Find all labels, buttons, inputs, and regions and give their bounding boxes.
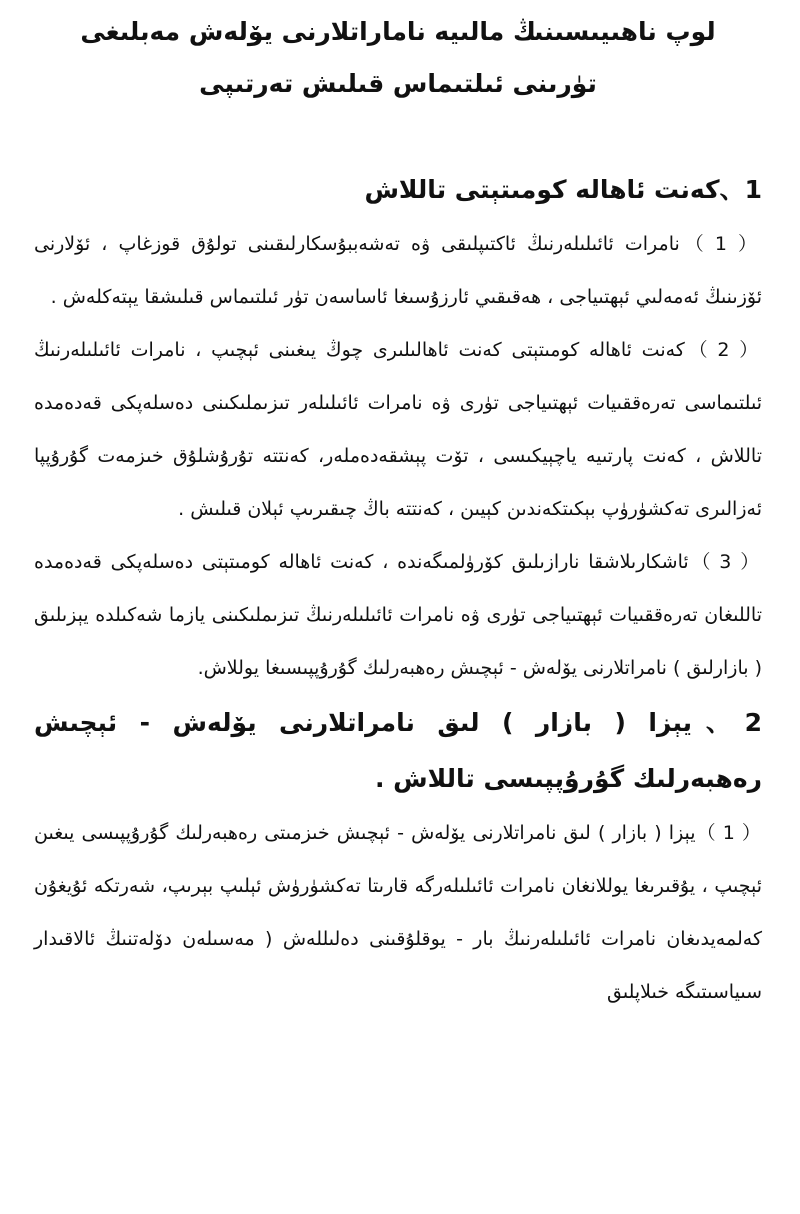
section-1-heading: 1、كەنت ئاھالە كومىتېتى تاللاش (364, 175, 762, 204)
section-2-paragraph-1: （ 1 ）يېزا ( بازار ) لىق نامراتلارنى يۆلەش - ئېچىش خىزمىتى رەھبەرلىك گۇرۇپپىسى يىغىن ئېچىپ ، يۇقىرىغا يوللانغان نامرات ئائىلىلەرگە قارىتا تەكشۈرۈش ئېلىپ بېرىپ، شەرتكە ئۇيغۇن كەلمەيدىغان نامرات ئائىلىلەرنىڭ بار - يوقلۇقىنى دەلىللەش ( مەسىلەن دۆلەتنىڭ ئالاقىدار سىياسىتىگە خىلاپلىق (34, 822, 762, 1003)
section-1 (34, 162, 762, 695)
document-title: لوپ ناهىيىسىنىڭ مالىيە ناماراتلارنى يۆلەش مەبلىغى تۈرىنى ئىلتىماس قىلىش تەرتىپى (80, 17, 716, 98)
section-1-paragraph-1: （ 1 ）نامرات ئائىلىلەرنىڭ ئاكتىپلىقى ۋە تەشەببۇسكارلىقىنى تولۇق قوزغاپ ، ئۆلارنى ئۆزىنىڭ ئەمەلىي ئېھتىياجى ، ھەقىقىي ئارزۇسىغا ئاساسەن تۈر ئىلتىماس قىلىشقا يېتەكلەش . (34, 233, 762, 308)
section-2-heading: 2、يېزا ( بازار ) لىق نامراتلارنى يۆلەش - ئېچىش رەھبەرلىك گۇرۇپپىسى تاللاش . (34, 708, 762, 793)
section-1-paragraph-2: （ 2 ）كەنت ئاھالە كومىتېتى كەنت ئاھالىلىرى چوڭ يىغىنى ئېچىپ ، نامرات ئائىلىلەرنىڭ ئىلتىماسى تەرەققىيات ئېھتىياجى تۈرى ۋە نامرات ئائىلىلەر تىزىملىكىنى دەسلەپكى قەدەمدە تاللاش ، كەنت پارتىيە ياچېيكىسى ، تۆت پېشقەدەملەر، كەنتتە تۇرۇشلۇق خىزمەت گۇرۇپپا ئەزالىرى تەكشۈرۈپ بېكىتكەندىن كېيىن ، كەنتتە باڭ چىقىرىپ ئېلان قىلىش . (34, 339, 762, 520)
section-2 (34, 695, 762, 1019)
title-spacer (34, 110, 762, 162)
section-1-paragraph-3: （ 3 ）ئاشكارىلاشقا نارازىلىق كۆرۈلمىگەندە ، كەنت ئاھالە كومىتېتى دەسلەپكى قەدەمدە تاللىغان تەرەققىيات ئېھتىياجى تۈرى ۋە نامرات ئائىلىلەرنىڭ تىزىملىكىنى يازما شەكىلدە يېزىلىق ( بازارلىق ) نامراتلارنى يۆلەش - ئېچىش رەھبەرلىك گۇرۇپپىسىغا يوللاش. (34, 551, 763, 679)
